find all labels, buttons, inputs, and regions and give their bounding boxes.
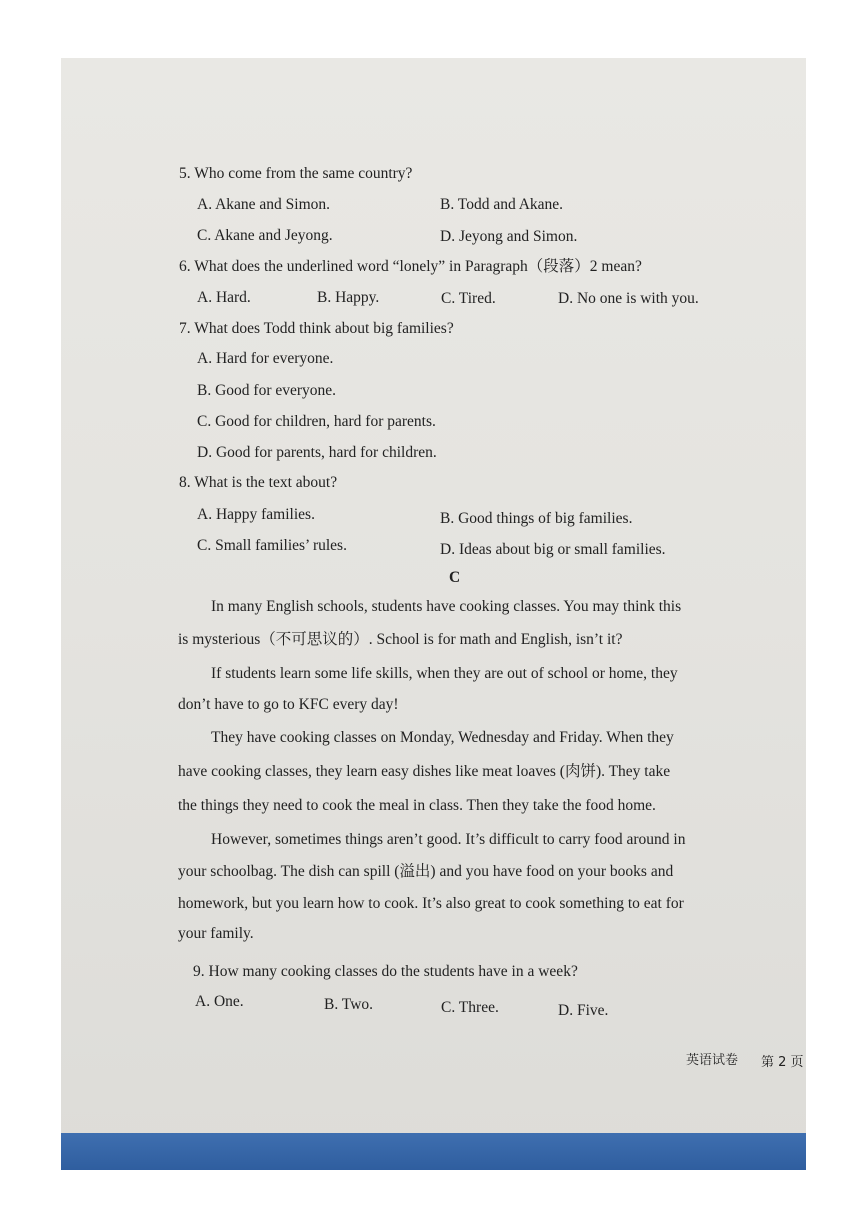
question-7-option-a: A. Hard for everyone. — [197, 350, 334, 367]
passage-line: have cooking classes, they learn easy dishes like meat loaves (肉饼). They take — [178, 763, 671, 780]
passage-line: They have cooking classes on Monday, Wednesday and Friday. When they — [211, 729, 674, 746]
passage-line: your family. — [178, 925, 254, 942]
question-6-option-a: A. Hard. — [197, 289, 251, 306]
question-8-option-b: B. Good things of big families. — [440, 510, 633, 527]
question-9-option-a: A. One. — [195, 993, 244, 1010]
question-6-stem: 6. What does the underlined word “lonely” in Paragraph（段落）2 mean? — [179, 258, 642, 275]
question-9-option-d: D. Five. — [558, 1002, 609, 1019]
desk-background — [61, 1133, 806, 1170]
question-9-stem: 9. How many cooking classes do the students have in a week? — [193, 963, 578, 980]
question-8-option-c: C. Small families’ rules. — [197, 537, 347, 554]
question-6-option-c: C. Tired. — [441, 290, 496, 307]
footer-subject: 英语试卷 — [686, 1053, 739, 1068]
question-8-stem: 8. What is the text about? — [179, 474, 338, 491]
passage-line: In many English schools, students have cooking classes. You may think this — [211, 598, 682, 615]
question-8-option-d: D. Ideas about big or small families. — [440, 541, 666, 558]
question-5-option-a: A. Akane and Simon. — [197, 196, 331, 213]
passage-line: don’t have to go to KFC every day! — [178, 696, 399, 713]
passage-line: However, sometimes things aren’t good. It’s difficult to carry food around in — [211, 831, 686, 848]
passage-line: If students learn some life skills, when they are out of school or home, they — [211, 665, 678, 682]
passage-line: homework, but you learn how to cook. It’s also great to cook something to eat for — [178, 895, 684, 912]
question-9-option-b: B. Two. — [324, 996, 374, 1013]
question-8-option-a: A. Happy families. — [197, 506, 315, 523]
question-5-stem: 5. Who come from the same country? — [179, 165, 413, 182]
question-5-option-d: D. Jeyong and Simon. — [440, 228, 578, 245]
question-7-option-c: C. Good for children, hard for parents. — [197, 413, 436, 430]
question-5-option-b: B. Todd and Akane. — [440, 196, 564, 213]
question-7-option-b: B. Good for everyone. — [197, 382, 337, 399]
passage-line: your schoolbag. The dish can spill (溢出) and you have food on your books and — [178, 863, 674, 880]
passage-line: the things they need to cook the meal in class. Then they take the food home. — [178, 797, 656, 814]
question-7-stem: 7. What does Todd think about big families? — [179, 320, 454, 337]
passage-line: is mysterious（不可思议的）. School is for math and English, isn’t it? — [178, 631, 623, 648]
footer-page-number: 第 2 页 — [761, 1055, 804, 1070]
question-6-option-d: D. No one is with you. — [558, 290, 699, 307]
question-9-option-c: C. Three. — [441, 999, 499, 1016]
question-6-option-b: B. Happy. — [317, 289, 380, 306]
section-c-heading: C — [449, 569, 461, 586]
question-5-option-c: C. Akane and Jeyong. — [197, 227, 333, 244]
question-7-option-d: D. Good for parents, hard for children. — [197, 444, 437, 461]
